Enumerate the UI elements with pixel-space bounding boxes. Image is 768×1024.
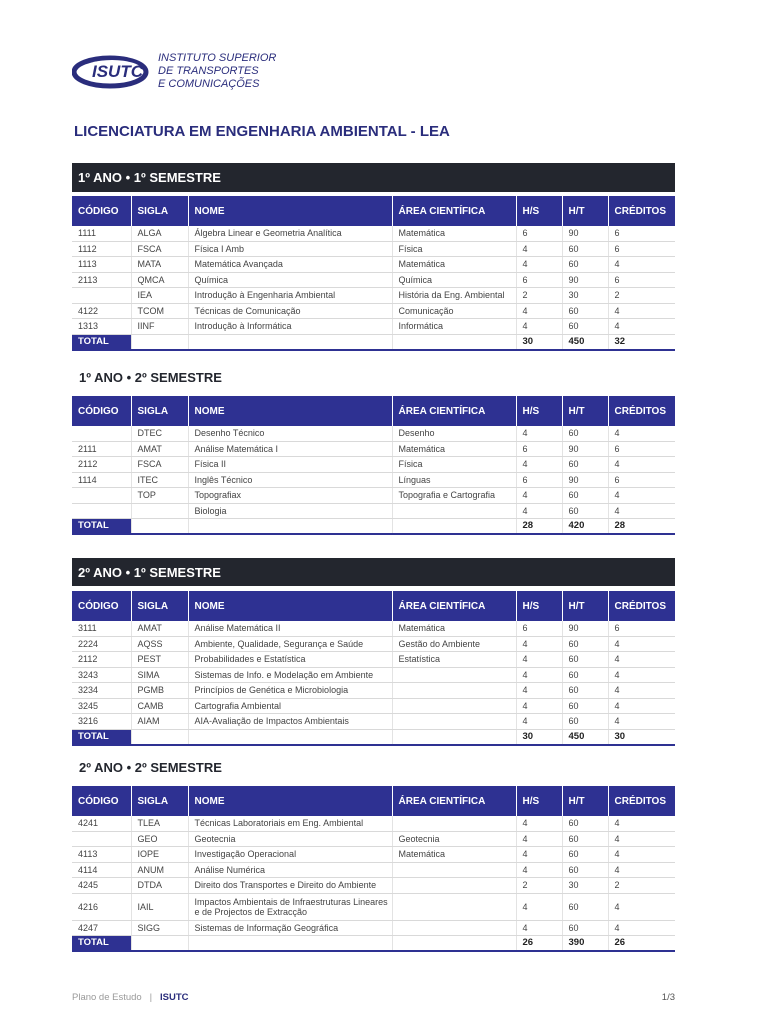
cell-hs: 6: [516, 441, 562, 457]
cell-code: 4247: [72, 920, 131, 936]
col-credits: CRÉDITOS: [608, 196, 675, 226]
footer-sep: |: [149, 992, 153, 1003]
col-acronym: SIGLA: [131, 591, 188, 621]
cell-credits: 2: [608, 878, 675, 894]
cell-acronym: TLEA: [131, 816, 188, 831]
cell-area: Química: [392, 272, 516, 288]
col-code: CÓDIGO: [72, 196, 131, 226]
cell-hs: 4: [516, 426, 562, 441]
cell-ht: 60: [562, 257, 608, 273]
cell-ht: 90: [562, 272, 608, 288]
table-row: [72, 457, 675, 473]
section-title: 2º ANO • 1º SEMESTRE: [72, 558, 675, 586]
cell-acronym: TCOM: [131, 303, 188, 319]
cell-credits: 4: [608, 652, 675, 668]
col-hs: H/S: [516, 396, 562, 426]
cell-acronym: AMAT: [131, 441, 188, 457]
cell-name: Análise Matemática I: [188, 441, 392, 457]
table-row: [72, 698, 675, 714]
col-credits: CRÉDITOS: [608, 396, 675, 426]
table-header: [72, 591, 675, 621]
cell-code: 3243: [72, 667, 131, 683]
cell-code: 4216: [72, 893, 131, 920]
total-row: TOTAL 28 420 28: [72, 519, 675, 535]
table-header: [72, 196, 675, 226]
table-row: [72, 816, 675, 831]
table-row: [72, 621, 675, 636]
section-title: 1º ANO • 2º SEMESTRE: [79, 370, 222, 385]
cell-ht: 90: [562, 621, 608, 636]
cell-hs: 4: [516, 920, 562, 936]
cell-area: [392, 862, 516, 878]
cell-code: 1114: [72, 472, 131, 488]
cell-hs: 4: [516, 303, 562, 319]
section-title: 2º ANO • 2º SEMESTRE: [79, 760, 222, 775]
cell-hs: 6: [516, 621, 562, 636]
cell-hs: 4: [516, 488, 562, 504]
cell-acronym: FSCA: [131, 241, 188, 257]
col-code: CÓDIGO: [72, 786, 131, 816]
cell-code: 4122: [72, 303, 131, 319]
cell-name: Inglês Técnico: [188, 472, 392, 488]
cell-name: Topografiax: [188, 488, 392, 504]
table-row: [72, 272, 675, 288]
cell-area: Física: [392, 241, 516, 257]
cell-hs: 4: [516, 862, 562, 878]
cell-credits: 6: [608, 472, 675, 488]
cell-credits: 4: [608, 257, 675, 273]
cell-area: [392, 503, 516, 519]
course-table: [72, 196, 675, 351]
cell-area: Informática: [392, 319, 516, 335]
cell-acronym: AIAM: [131, 714, 188, 730]
page-title: LICENCIATURA EM ENGENHARIA AMBIENTAL - LEA: [74, 123, 450, 140]
cell-code: 3234: [72, 683, 131, 699]
cell-code: 3216: [72, 714, 131, 730]
cell-credits: 4: [608, 636, 675, 652]
cell-name: Análise Matemática II: [188, 621, 392, 636]
col-area: ÁREA CIENTÍFICA: [392, 196, 516, 226]
col-acronym: SIGLA: [131, 786, 188, 816]
cell-acronym: ANUM: [131, 862, 188, 878]
cell-area: Comunicação: [392, 303, 516, 319]
cell-hs: 4: [516, 667, 562, 683]
col-acronym: SIGLA: [131, 396, 188, 426]
cell-credits: 4: [608, 862, 675, 878]
table-row: [72, 893, 675, 920]
cell-code: 2113: [72, 272, 131, 288]
cell-acronym: ITEC: [131, 472, 188, 488]
cell-hs: 4: [516, 257, 562, 273]
cell-hs: 2: [516, 288, 562, 304]
cell-ht: 60: [562, 652, 608, 668]
cell-area: Topografia e Cartografia: [392, 488, 516, 504]
table-row: [72, 847, 675, 863]
col-hs: H/S: [516, 786, 562, 816]
cell-code: 1112: [72, 241, 131, 257]
cell-acronym: IAIL: [131, 893, 188, 920]
cell-area: Matemática: [392, 257, 516, 273]
institute-name: INSTITUTO SUPERIOR DE TRANSPORTES E COMUNICAÇÕES: [158, 52, 277, 90]
col-ht: H/T: [562, 196, 608, 226]
footer-doc: Plano de Estudo: [72, 992, 142, 1003]
cell-area: Física: [392, 457, 516, 473]
cell-ht: 60: [562, 683, 608, 699]
cell-name: Impactos Ambientais de Infraestruturas Lineares e de Projectos de Extracção: [188, 893, 392, 920]
cell-ht: 60: [562, 303, 608, 319]
cell-ht: 60: [562, 457, 608, 473]
cell-area: [392, 920, 516, 936]
col-credits: CRÉDITOS: [608, 786, 675, 816]
table-row: [72, 920, 675, 936]
cell-acronym: DTEC: [131, 426, 188, 441]
cell-credits: 4: [608, 847, 675, 863]
cell-hs: 4: [516, 847, 562, 863]
cell-acronym: IINF: [131, 319, 188, 335]
cell-hs: 4: [516, 698, 562, 714]
cell-acronym: PGMB: [131, 683, 188, 699]
institute-header: [72, 48, 372, 94]
cell-area: [392, 698, 516, 714]
cell-hs: 4: [516, 652, 562, 668]
cell-hs: 4: [516, 683, 562, 699]
cell-name: Desenho Técnico: [188, 426, 392, 441]
cell-name: Introdução à Engenharia Ambiental: [188, 288, 392, 304]
cell-credits: 4: [608, 319, 675, 335]
table-row: [72, 257, 675, 273]
cell-code: [72, 488, 131, 504]
cell-hs: 6: [516, 472, 562, 488]
cell-credits: 4: [608, 503, 675, 519]
page-number: 1/3: [661, 992, 675, 1003]
cell-hs: 4: [516, 816, 562, 831]
table-row: [72, 241, 675, 257]
cell-credits: 4: [608, 698, 675, 714]
table-row: [72, 503, 675, 519]
cell-area: Matemática: [392, 226, 516, 241]
cell-hs: 4: [516, 714, 562, 730]
table-row: [72, 831, 675, 847]
cell-name: Sistemas de Informação Geográfica: [188, 920, 392, 936]
cell-credits: 4: [608, 667, 675, 683]
cell-ht: 60: [562, 319, 608, 335]
table-row: [72, 441, 675, 457]
cell-name: Direito dos Transportes e Direito do Ambiente: [188, 878, 392, 894]
cell-area: Desenho: [392, 426, 516, 441]
cell-name: Cartografia Ambiental: [188, 698, 392, 714]
cell-code: [72, 426, 131, 441]
col-name: NOME: [188, 396, 392, 426]
cell-credits: 4: [608, 893, 675, 920]
cell-code: 4113: [72, 847, 131, 863]
cell-credits: 4: [608, 831, 675, 847]
cell-area: [392, 714, 516, 730]
cell-ht: 30: [562, 288, 608, 304]
cell-code: 4241: [72, 816, 131, 831]
cell-ht: 60: [562, 831, 608, 847]
cell-credits: 6: [608, 621, 675, 636]
svg-text:ISUTC: ISUTC: [92, 62, 143, 81]
course-table: [72, 396, 675, 535]
cell-acronym: GEO: [131, 831, 188, 847]
cell-area: Matemática: [392, 621, 516, 636]
col-credits: CRÉDITOS: [608, 591, 675, 621]
table-row: [72, 683, 675, 699]
cell-ht: 60: [562, 488, 608, 504]
cell-acronym: IOPE: [131, 847, 188, 863]
cell-ht: 90: [562, 226, 608, 241]
table-row: [72, 288, 675, 304]
cell-code: 3111: [72, 621, 131, 636]
table-row: [72, 472, 675, 488]
cell-name: Investigação Operacional: [188, 847, 392, 863]
cell-area: [392, 683, 516, 699]
cell-name: Análise Numérica: [188, 862, 392, 878]
cell-code: 1111: [72, 226, 131, 241]
cell-area: Línguas: [392, 472, 516, 488]
total-row: TOTAL 30 450 30: [72, 729, 675, 745]
cell-area: Matemática: [392, 847, 516, 863]
cell-name: Técnicas de Comunicação: [188, 303, 392, 319]
cell-area: História da Eng. Ambiental: [392, 288, 516, 304]
section-title: 1º ANO • 1º SEMESTRE: [72, 163, 675, 192]
table-row: [72, 319, 675, 335]
table-row: [72, 303, 675, 319]
cell-credits: 6: [608, 241, 675, 257]
cell-code: 2112: [72, 457, 131, 473]
cell-credits: 6: [608, 272, 675, 288]
cell-acronym: [131, 503, 188, 519]
cell-credits: 4: [608, 920, 675, 936]
cell-ht: 60: [562, 816, 608, 831]
col-ht: H/T: [562, 591, 608, 621]
footer: [72, 992, 189, 1003]
cell-ht: 60: [562, 847, 608, 863]
cell-area: [392, 893, 516, 920]
col-area: ÁREA CIENTÍFICA: [392, 396, 516, 426]
cell-acronym: TOP: [131, 488, 188, 504]
col-name: NOME: [188, 786, 392, 816]
cell-ht: 90: [562, 472, 608, 488]
cell-ht: 30: [562, 878, 608, 894]
cell-code: 2224: [72, 636, 131, 652]
cell-name: Química: [188, 272, 392, 288]
table-row: [72, 636, 675, 652]
cell-ht: 60: [562, 920, 608, 936]
cell-name: Biologia: [188, 503, 392, 519]
cell-area: [392, 816, 516, 831]
cell-credits: 4: [608, 457, 675, 473]
cell-code: [72, 831, 131, 847]
cell-acronym: CAMB: [131, 698, 188, 714]
col-ht: H/T: [562, 786, 608, 816]
cell-acronym: PEST: [131, 652, 188, 668]
cell-code: 2112: [72, 652, 131, 668]
cell-code: 1113: [72, 257, 131, 273]
cell-area: [392, 878, 516, 894]
cell-name: Introdução à Informática: [188, 319, 392, 335]
cell-hs: 4: [516, 893, 562, 920]
cell-code: 2111: [72, 441, 131, 457]
col-hs: H/S: [516, 196, 562, 226]
table-row: [72, 426, 675, 441]
col-name: NOME: [188, 196, 392, 226]
cell-code: [72, 288, 131, 304]
cell-hs: 4: [516, 319, 562, 335]
total-row: TOTAL 26 390 26: [72, 936, 675, 952]
cell-name: Probabilidades e Estatística: [188, 652, 392, 668]
cell-acronym: SIGG: [131, 920, 188, 936]
col-hs: H/S: [516, 591, 562, 621]
cell-area: Estatística: [392, 652, 516, 668]
cell-ht: 60: [562, 698, 608, 714]
cell-ht: 60: [562, 667, 608, 683]
col-code: CÓDIGO: [72, 591, 131, 621]
cell-hs: 4: [516, 457, 562, 473]
table-row: [72, 667, 675, 683]
table-row: [72, 488, 675, 504]
table-header: [72, 786, 675, 816]
col-ht: H/T: [562, 396, 608, 426]
cell-code: [72, 503, 131, 519]
cell-hs: 4: [516, 831, 562, 847]
cell-acronym: QMCA: [131, 272, 188, 288]
col-name: NOME: [188, 591, 392, 621]
cell-hs: 6: [516, 272, 562, 288]
table-row: [72, 714, 675, 730]
cell-area: Matemática: [392, 441, 516, 457]
cell-hs: 4: [516, 241, 562, 257]
cell-acronym: ALGA: [131, 226, 188, 241]
table-row: [72, 878, 675, 894]
cell-name: Sistemas de Info. e Modelação em Ambiente: [188, 667, 392, 683]
cell-area: Gestão do Ambiente: [392, 636, 516, 652]
cell-ht: 60: [562, 862, 608, 878]
course-table: [72, 591, 675, 746]
cell-credits: 4: [608, 303, 675, 319]
cell-credits: 4: [608, 683, 675, 699]
col-code: CÓDIGO: [72, 396, 131, 426]
cell-credits: 4: [608, 816, 675, 831]
cell-credits: 2: [608, 288, 675, 304]
cell-credits: 4: [608, 488, 675, 504]
cell-credits: 6: [608, 226, 675, 241]
cell-acronym: MATA: [131, 257, 188, 273]
cell-acronym: SIMA: [131, 667, 188, 683]
cell-ht: 60: [562, 893, 608, 920]
cell-ht: 60: [562, 714, 608, 730]
footer-brand: ISUTC: [160, 992, 189, 1003]
cell-ht: 60: [562, 503, 608, 519]
col-area: ÁREA CIENTÍFICA: [392, 591, 516, 621]
cell-name: Física II: [188, 457, 392, 473]
cell-acronym: FSCA: [131, 457, 188, 473]
cell-area: [392, 667, 516, 683]
course-table: [72, 786, 675, 952]
table-header: [72, 396, 675, 426]
cell-hs: 6: [516, 226, 562, 241]
cell-name: Técnicas Laboratoriais em Eng. Ambiental: [188, 816, 392, 831]
table-row: [72, 652, 675, 668]
cell-hs: 4: [516, 636, 562, 652]
cell-name: Princípios de Genética e Microbiologia: [188, 683, 392, 699]
cell-name: Física I Amb: [188, 241, 392, 257]
cell-area: Geotecnia: [392, 831, 516, 847]
cell-ht: 60: [562, 426, 608, 441]
cell-name: Matemática Avançada: [188, 257, 392, 273]
col-area: ÁREA CIENTÍFICA: [392, 786, 516, 816]
cell-ht: 60: [562, 636, 608, 652]
cell-credits: 6: [608, 441, 675, 457]
cell-hs: 4: [516, 503, 562, 519]
cell-name: Geotecnia: [188, 831, 392, 847]
cell-credits: 4: [608, 426, 675, 441]
cell-code: 4245: [72, 878, 131, 894]
cell-code: 4114: [72, 862, 131, 878]
isutc-logo: [72, 52, 154, 90]
cell-acronym: AQSS: [131, 636, 188, 652]
cell-ht: 90: [562, 441, 608, 457]
cell-acronym: DTDA: [131, 878, 188, 894]
cell-ht: 60: [562, 241, 608, 257]
cell-code: 1313: [72, 319, 131, 335]
cell-name: Álgebra Linear e Geometria Analítica: [188, 226, 392, 241]
cell-code: 3245: [72, 698, 131, 714]
cell-credits: 4: [608, 714, 675, 730]
cell-acronym: AMAT: [131, 621, 188, 636]
total-row: TOTAL 30 450 32: [72, 334, 675, 350]
cell-acronym: IEA: [131, 288, 188, 304]
table-row: [72, 862, 675, 878]
cell-name: AIA-Avaliação de Impactos Ambientais: [188, 714, 392, 730]
cell-name: Ambiente, Qualidade, Segurança e Saúde: [188, 636, 392, 652]
cell-hs: 2: [516, 878, 562, 894]
col-acronym: SIGLA: [131, 196, 188, 226]
table-row: [72, 226, 675, 241]
